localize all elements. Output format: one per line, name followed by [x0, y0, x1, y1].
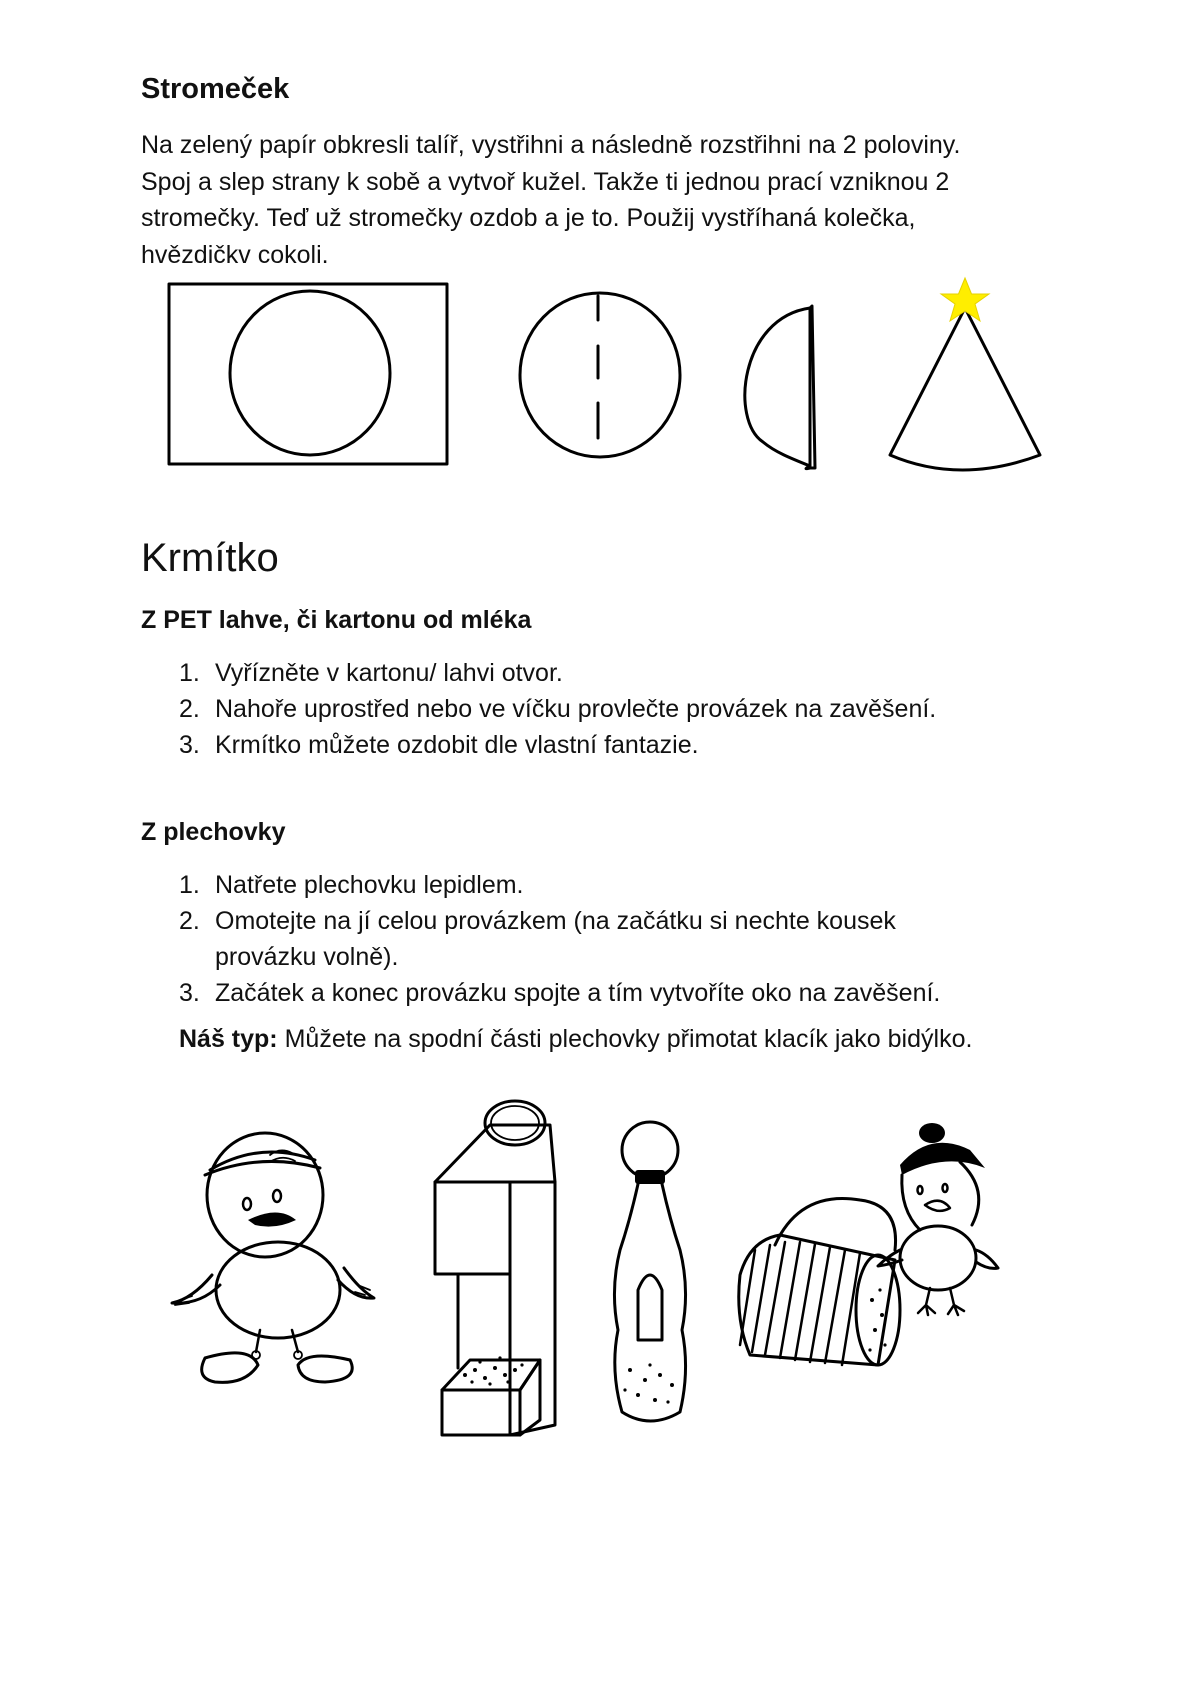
list-item: 3. Krmítko můžete ozdobit dle vlastní fantazie. — [179, 731, 699, 759]
tree-steps-illustration — [160, 270, 1060, 500]
cone-tree-drawing — [890, 278, 1040, 470]
tree-line-4: hvězdičkv cokoli. — [141, 240, 329, 269]
pet-steps-list — [179, 655, 1139, 763]
list-item: 2. Omotejte na jí celou provázkem (na začátku si nechte kousek provázku volně). — [179, 907, 896, 971]
can-heading: Z plechovky — [141, 818, 286, 846]
seeds-decoration — [623, 1363, 674, 1403]
tip-label: Náš typ: — [179, 1025, 278, 1053]
paper-with-plate-drawing — [169, 284, 447, 464]
star-icon — [941, 278, 989, 321]
milk-carton-feeder-drawing — [435, 1101, 555, 1435]
tree-line-1: Na zelený papír obkresli talíř, vystřihni a následně rozstřihni na 2 poloviny. — [141, 131, 961, 159]
list-item: 3. Začátek a konec provázku spojte a tím vytvoříte oko na zavěšení. — [179, 979, 941, 1007]
list-item: 2. Nahoře uprostřed nebo ve víčku provlečte provázek na zavěšení. — [179, 695, 937, 723]
plate-cut-drawing — [520, 293, 680, 457]
tin-can-feeder-drawing — [739, 1198, 900, 1365]
can-steps-list — [179, 867, 1139, 1011]
bird-right-drawing — [878, 1123, 998, 1315]
tip-note — [179, 1022, 972, 1056]
tip-text: Můžete na spodní části plechovky přimotat klacík jako bidýlko. — [277, 1025, 973, 1053]
pet-bottle-feeder-drawing — [614, 1122, 685, 1421]
tree-title: Stromeček — [141, 73, 290, 105]
feeder-title: Krmítko — [141, 536, 279, 580]
tree-instructions — [141, 127, 1141, 273]
bird-left-drawing — [172, 1133, 374, 1382]
half-circle-drawing — [745, 306, 815, 469]
tree-line-3: stromečky. Teď už stromečky ozdob a je to. Použij vystříhaná kolečka, — [141, 204, 916, 232]
list-item: 1. Natřete plechovku lepidlem. — [179, 871, 524, 899]
tree-line-2: Spoj a slep strany k sobě a vytvoř kužel. Takže ti jednou prací vzniknou 2 — [141, 167, 950, 196]
list-item: 1. Vyřízněte v kartonu/ lahvi otvor. — [179, 659, 563, 687]
pet-heading: Z PET lahve, či kartonu od mléka — [141, 606, 532, 634]
feeder-illustrations — [160, 1090, 1040, 1460]
